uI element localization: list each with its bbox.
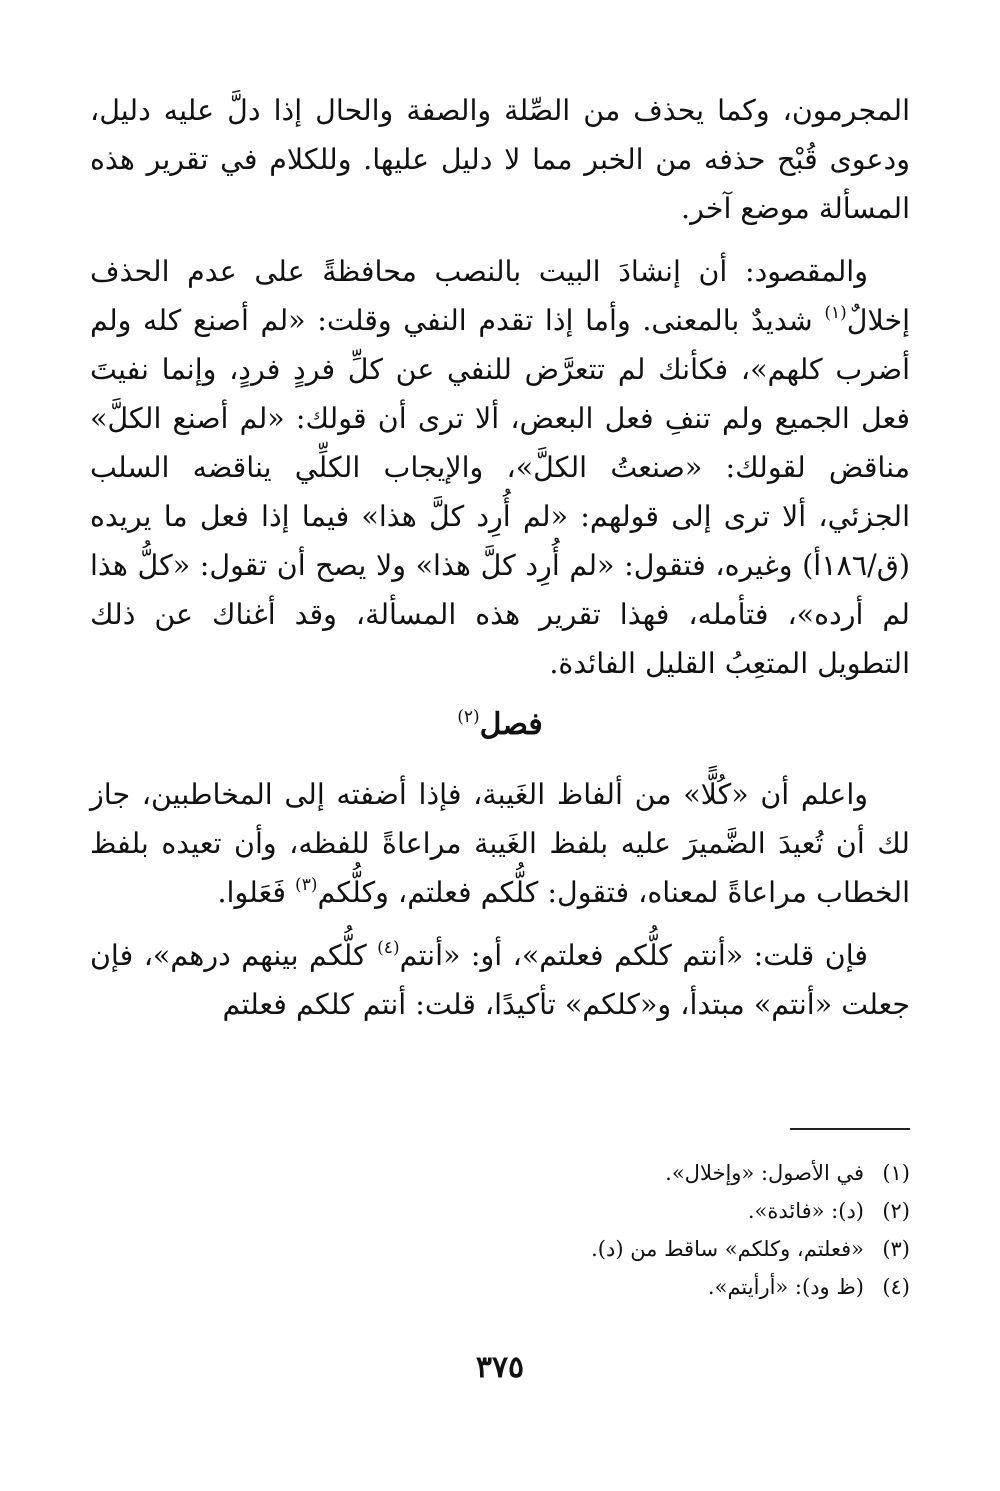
footnote-text: «فعلتم، وكلكم» ساقط من (د). <box>591 1237 864 1261</box>
paragraph-3-text-b: فَعَلوا. <box>217 876 296 909</box>
footnote-number: (٣) <box>882 1237 910 1261</box>
footnote-number: (٤) <box>882 1275 910 1299</box>
footnote-item <box>90 1154 910 1192</box>
footnote-separator <box>790 1128 910 1130</box>
footnote-number: (٢) <box>882 1199 910 1223</box>
footnote-ref-4: (٤) <box>377 938 400 958</box>
footnote-ref-1: (١) <box>824 303 847 323</box>
section-heading <box>90 700 910 750</box>
paragraph-4-text-a: فإن قلت: «أنتم كلُّكم فعلتم»، أو: «أنتم <box>399 939 868 972</box>
footnote-text: (ظ ود): «أرأيتم». <box>707 1275 864 1299</box>
footnote-ref-3: (٣) <box>295 875 318 895</box>
paragraph-4-text-b: كلُّكم بينهم درهم»، فإن جعلت «أنتم» مبتدأ، و«كلكم» تأكيدًا، قلت: أنتم كلكم فعلتم <box>90 939 910 1021</box>
footnote-item <box>90 1230 910 1268</box>
paragraph-2-text-b: شديدٌ بالمعنى. وأما إذا تقدم النفي وقلت: «لم أصنع كله ولم أضرب كلهم»، فكأنك لم تتعرَّض للنفي عن كلِّ فردٍ فردٍ، وإنما نفيتَ فعل الجميع ولم تنفِ فعل البعض، ألا ترى أن قولك: «لم أصنع الكلَّ» مناقض لقولك: «صنعتُ الكلَّ»، والإيجاب الكلِّي يناقضه السلب الجزئي، ألا ترى إلى قولهم: «لم أُرِد كلَّ هذا» فيما إذا فعل ما يريده (ق/١٨٦أ) وغيره، فتقول: «لم أُرِد كلَّ هذا» ولا يصح أن تقول: «كلُّ هذا لم أرده»، فتأمله، فهذا تقرير هذه المسألة، وقد أغناك عن ذلك التطويل المتعِبُ القليل الفائدة. <box>90 304 910 680</box>
footnote-text: (د): «فائدة». <box>747 1199 864 1223</box>
page-body <box>90 86 910 1029</box>
footnote-text: في الأصول: «وإخلال». <box>665 1161 864 1185</box>
paragraph-3-text-a: واعلم أن «كُلًّا» من ألفاظ الغَيبة، فإذا أضفته إلى المخاطبين، جاز لك أن تُعيدَ الضَّميرَ عليه بلفظ الغَيبة مراعاةً للفظه، وأن تعيده بلفظ الخطاب مراعاةً لمعناه، فتقول: كلُّكم فعلتم، وكلُّكم <box>90 778 910 909</box>
footnote-item <box>90 1268 910 1306</box>
footnote-number: (١) <box>882 1161 910 1185</box>
paragraph-1 <box>90 86 910 233</box>
page-number: ٣٧٥ <box>475 1350 525 1385</box>
paragraph-2-text-a: والمقصود: أن إنشادَ البيت بالنصب محافظةً على عدم الحذف إخلالٌ <box>90 255 910 337</box>
footnotes-list <box>90 1154 910 1306</box>
paragraph-2 <box>90 247 910 688</box>
footnote-ref-2: (٢) <box>457 707 480 727</box>
footnote-item <box>90 1192 910 1230</box>
paragraph-3 <box>90 770 910 917</box>
paragraph-4 <box>90 931 910 1029</box>
section-heading-text: فصل <box>479 707 543 742</box>
paragraph-1-text: المجرمون، وكما يحذف من الصِّلة والصفة والحال إذا دلَّ عليه دليل، ودعوى قُبْح حذفه من الخبر مما لا دليل عليها. وللكلام في تقرير هذه المسألة موضع آخر. <box>90 94 910 225</box>
